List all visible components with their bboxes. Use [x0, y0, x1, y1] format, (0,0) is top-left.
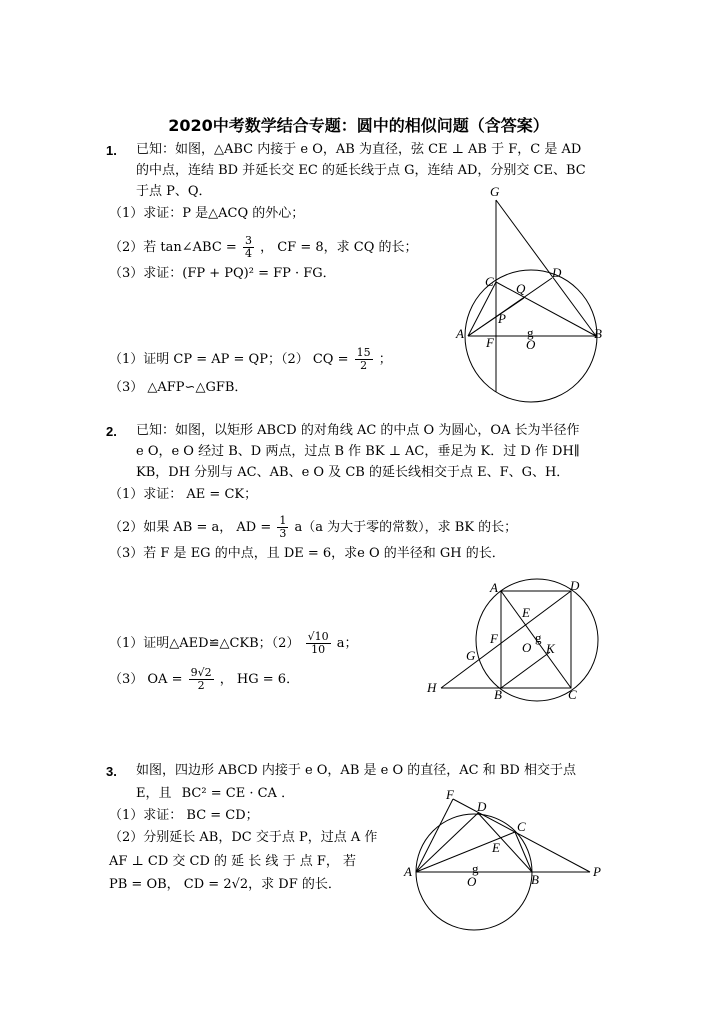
- fig3-label-D: D: [477, 799, 487, 814]
- fig2-label-G: G: [466, 648, 476, 663]
- answer-fraction-num: 15: [356, 346, 371, 359]
- problem-2-question-3: （3）若 F 是 EG 的中点，且 DE = 6，求e O 的半径和 GH 的长．: [109, 546, 505, 561]
- q2-fraction-num: 1: [279, 514, 287, 527]
- fig2-label-F: F: [490, 631, 498, 646]
- problem-1-question-1: （1）求证：P 是△ACQ 的外心；: [109, 206, 305, 221]
- fig2-label-O: O: [522, 640, 532, 655]
- fig3-line-CB: [515, 832, 532, 872]
- fig2-label-D: D: [570, 578, 580, 593]
- fig3-label-P: P: [593, 864, 601, 879]
- problem-2-stem-line-1: 已知：如图，以矩形 ABCD 的对角线 AC 的中点 O 为圆心，OA 长为半径作: [136, 423, 580, 438]
- fig1-label-g: g: [527, 325, 534, 340]
- fig2-label-B: B: [494, 687, 502, 702]
- fig3-label-C: C: [517, 819, 526, 834]
- fig2-label-C: C: [568, 687, 577, 702]
- problem-1-number: 1.: [106, 143, 117, 158]
- answer-suffix: a；: [336, 636, 358, 651]
- fig1-label-D: D: [552, 265, 562, 280]
- stem-2-prefix: E，且: [136, 786, 172, 801]
- problem-1-stem-line-2: 的中点，连结 BD 并延长交 EC 的延长线于点 G，连结 AD，分别交 CE、BC: [136, 163, 586, 178]
- problem-3-question-1: （1）求证： BC = CD；: [109, 808, 259, 823]
- page-title: 2020中考数学结合专题：圆中的相似问题（含答案）: [168, 116, 549, 135]
- problem-2-number: 2.: [106, 424, 117, 439]
- q2-suffix: a（a 为大于零的常数），求 BK 的长；: [294, 520, 518, 535]
- fig3-label-g: g: [472, 861, 479, 876]
- answer-prefix: （1）证明 CP = AP = QP；（2） CQ =: [109, 352, 349, 367]
- problem-2-question-1: （1）求证： AE = CK；: [109, 487, 258, 502]
- fig2-label-K: K: [546, 641, 555, 656]
- q2-prefix: （2）若 tan∠ABC =: [109, 240, 237, 255]
- problem-3-number: 3.: [106, 764, 117, 779]
- q2-fraction-den: 4: [244, 247, 252, 260]
- fig2-label-E: E: [522, 605, 530, 620]
- problem-1-question-3: （3）求证：(FP + PQ)² = FP · FG．: [109, 266, 336, 281]
- fig1-label-P: P: [498, 311, 506, 326]
- fig3-line-AD: [416, 813, 478, 872]
- problem-2-stem-line-3: KB，DH 分别与 AC、AB、e O 及 CB 的延长线相交于点 E、F、G、H．: [136, 465, 570, 480]
- fig3-label-E: E: [492, 840, 500, 855]
- fig1-label-A: A: [456, 326, 464, 341]
- q2-fraction-num: 3: [244, 234, 252, 247]
- answer-fraction-den: 2: [360, 359, 368, 372]
- stem-2-equation: BC² = CE · CA: [181, 786, 277, 801]
- problem-1-answer-3: （3） △AFP∽△GFB．: [109, 380, 248, 395]
- problem-1-stem-line-3: 于点 P、Q．: [136, 184, 212, 199]
- problem-3-question-2-line-3: PB = OB， CD = 2√2，求 DF 的长．: [109, 877, 341, 892]
- fig3-label-O: O: [467, 874, 477, 889]
- problem-3-question-2-line-2: AF ⊥ CD 交 CD 的 延 长 线 于 点 F， 若: [109, 854, 356, 869]
- answer-3-prefix: （3） OA =: [109, 672, 183, 687]
- fig3-label-B: B: [531, 872, 539, 887]
- fig1-label-C: C: [485, 274, 494, 289]
- fig1-label-Q: Q: [516, 281, 526, 296]
- fig1-label-B: B: [594, 326, 602, 341]
- q2-fraction-den: 3: [279, 527, 287, 540]
- fig1-label-G: G: [490, 184, 500, 199]
- problem-2-stem-line-2: e O，e O 经过 B、D 两点，过点 B 作 BK ⊥ AC，垂足为 K．过 D 作 DH∥: [136, 444, 580, 459]
- answer-3-fraction-den: 2: [197, 679, 205, 692]
- q2-prefix: （2）如果 AB = a， AD =: [109, 520, 272, 535]
- fig1-label-O: O: [526, 337, 536, 352]
- problem-3-stem-line-1: 如图，四边形 ABCD 内接于 e O，AB 是 e O 的直径，AC 和 BD 相交于点: [136, 763, 576, 778]
- answer-fraction-den: 10: [311, 643, 326, 656]
- stem-2-suffix: ．: [281, 786, 295, 801]
- fig3-label-F: F: [446, 787, 454, 802]
- fig2-label-g: g: [535, 630, 542, 645]
- q2-suffix: ， CF = 8，求 CQ 的长；: [260, 240, 418, 255]
- fig2-label-H: H: [427, 680, 437, 695]
- answer-suffix: ；: [378, 352, 392, 367]
- problem-1-stem-line-1: 已知：如图，△ABC 内接于 e O，AB 为直径，弦 CE ⊥ AB 于 F，C 是 AD: [136, 142, 582, 157]
- fig3-line-AF: [416, 799, 453, 872]
- answer-3-suffix: ， HG = 6．: [219, 672, 300, 687]
- answer-3-fraction-num: 9√2: [190, 666, 212, 679]
- fig3-line-AC: [416, 832, 515, 872]
- answer-prefix: （1）证明△AED≌△CKB；（2）: [109, 636, 300, 651]
- answer-fraction-num: √10: [307, 630, 329, 643]
- problem-3-question-2-line-1: （2）分别延长 AB，DC 交于点 P，过点 A 作: [109, 830, 378, 845]
- fig3-label-A: A: [404, 864, 412, 879]
- fig2-label-A: A: [490, 580, 498, 595]
- fig1-label-F: F: [486, 335, 494, 350]
